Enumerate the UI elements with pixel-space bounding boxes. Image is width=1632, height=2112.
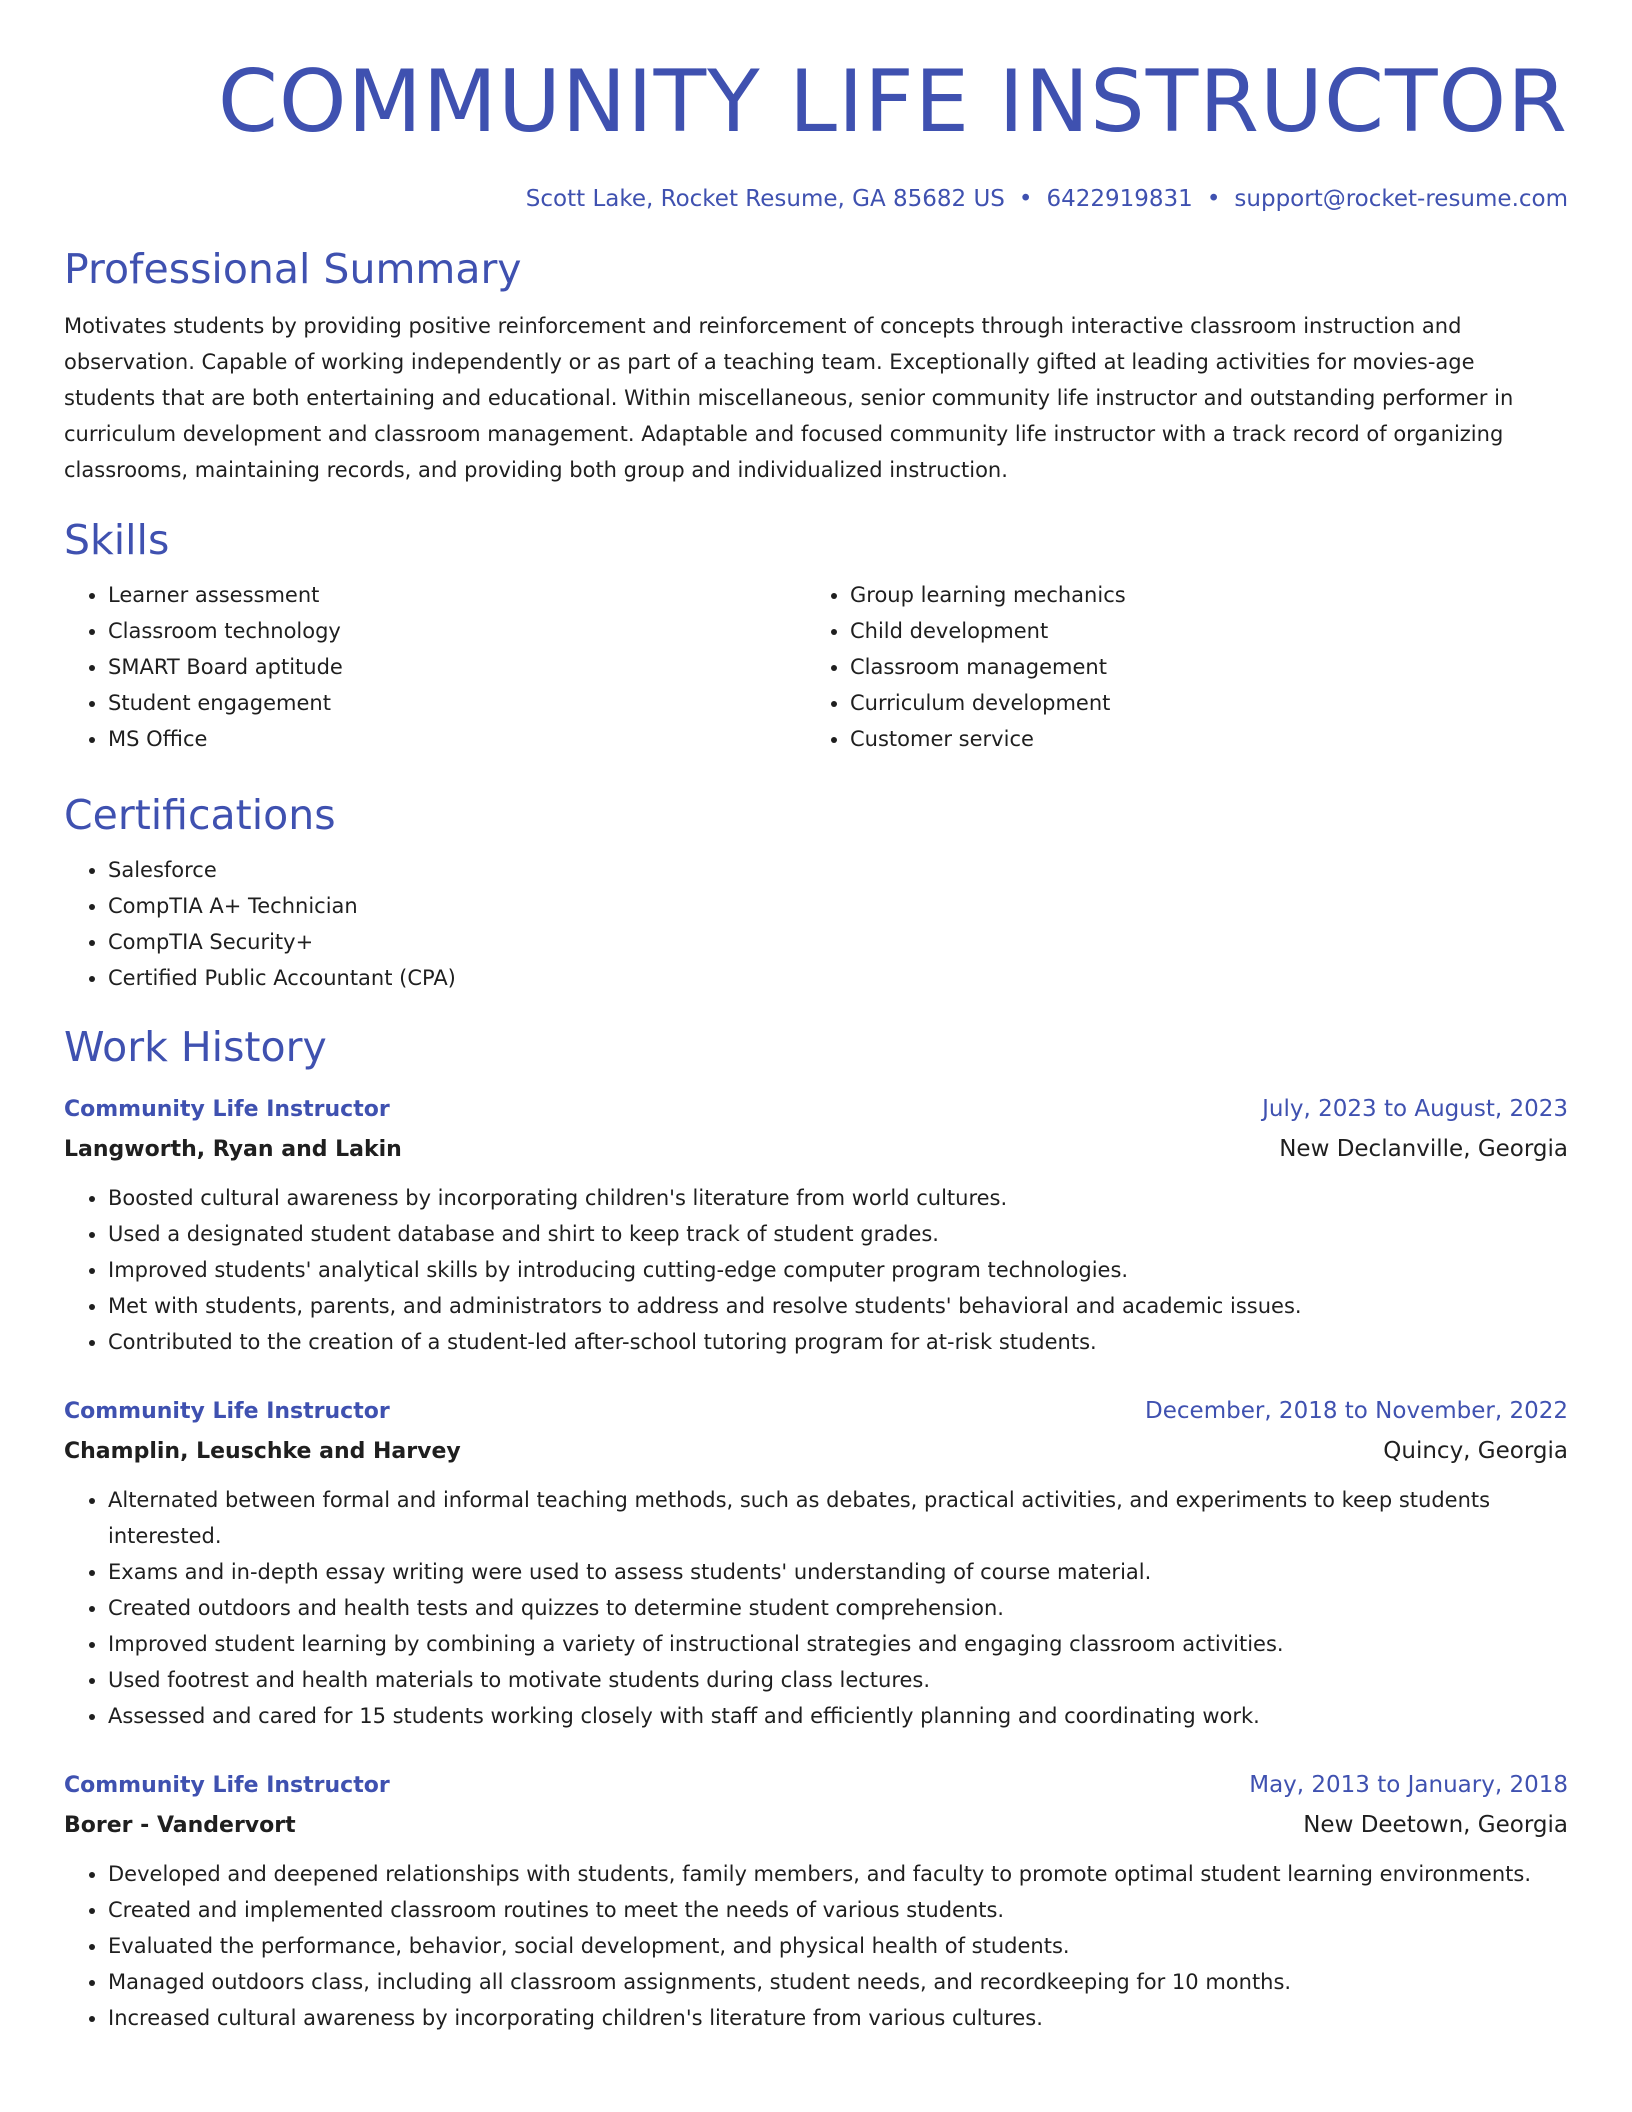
job-title: Community Life Instructor [64,1773,390,1798]
certification-item: • CompTIA A+ Technician [108,888,1568,924]
job-bullet: • Managed outdoors class, including all classroom assignments, student needs, and recordkeeping for 10 months. [108,1964,1568,2000]
job-dates: May, 2013 to January, 2018 [1249,1772,1568,1798]
job-bullet: • Used footrest and health materials to motivate students during class lectures. [108,1662,1568,1698]
skill-item: • Learner assessment [108,577,806,613]
job-title-row [64,1392,1568,1431]
skills-grid [64,565,1568,757]
skills-list-left [64,577,806,757]
job-bullet: • Increased cultural awareness by incorporating children's literature from various cultures. [108,2000,1568,2036]
job-location: New Declanville, Georgia [1279,1136,1568,1162]
skill-item: • SMART Board aptitude [108,649,806,685]
job-bullet: • Created and implemented classroom routines to meet the needs of various students. [108,1892,1568,1928]
contact-address: Scott Lake, Rocket Resume, GA 85682 US [525,186,1005,212]
summary-section [64,244,1568,488]
job-title: Community Life Instructor [64,1097,390,1122]
skill-item: • Student engagement [108,685,806,721]
skills-list-right [806,577,1548,757]
job-bullet: • Created outdoors and health tests and quizzes to determine student comprehension. [108,1590,1568,1626]
skills-section [64,515,1568,757]
job-dates: December, 2018 to November, 2022 [1145,1398,1568,1424]
job-bullet: • Developed and deepened relationships with students, family members, and faculty to promote optimal student learning environments. [108,1856,1568,1892]
job-company-row [64,1805,1568,1846]
certifications-list [64,852,1568,996]
job-entry [64,1392,1568,1734]
job-company: Champlin, Leuschke and Harvey [64,1439,461,1464]
skill-item: • Child development [850,613,1548,649]
skill-item: • Curriculum development [850,685,1548,721]
skill-item: • Customer service [850,721,1548,757]
contact-email: support@rocket-resume.com [1234,186,1568,212]
contact-line [64,184,1568,214]
job-company: Borer - Vandervort [64,1813,296,1838]
section-title-skills: Skills [64,516,170,564]
work-history-section [64,1022,1568,2036]
skill-item: • Classroom technology [108,613,806,649]
job-dates: July, 2023 to August, 2023 [1262,1096,1568,1122]
job-title-row [64,1766,1568,1805]
job-bullet: • Contributed to the creation of a student-led after-school tutoring program for at-risk students. [108,1324,1568,1360]
job-bullet: • Assessed and cared for 15 students working closely with staff and efficiently planning and coordinating work. [108,1698,1568,1734]
job-bullets [64,1180,1568,1360]
job-title-row [64,1090,1568,1129]
resume-name: COMMUNITY LIFE INSTRUCTOR [217,52,1568,152]
job-bullet: • Alternated between formal and informal teaching methods, such as debates, practical activities, and experiments to keep students interested. [108,1482,1568,1554]
job-title: Community Life Instructor [64,1399,390,1424]
contact-phone: 6422919831 [1046,186,1193,212]
job-bullet: • Exams and in-depth essay writing were used to assess students' understanding of course material. [108,1554,1568,1590]
job-bullet: • Met with students, parents, and administrators to address and resolve students' behavioral and academic issues. [108,1288,1568,1324]
job-bullet: • Boosted cultural awareness by incorporating children's literature from world cultures. [108,1180,1568,1216]
job-company: Langworth, Ryan and Lakin [64,1137,402,1162]
job-entry [64,1090,1568,1360]
section-title-work-history: Work History [64,1023,327,1071]
job-location: Quincy, Georgia [1383,1438,1568,1464]
job-bullet: • Improved student learning by combining a variety of instructional strategies and engaging classroom activities. [108,1626,1568,1662]
contact-separator: • [1206,186,1221,212]
job-bullets [64,1482,1568,1734]
job-company-row [64,1129,1568,1170]
job-company-row [64,1431,1568,1472]
job-bullet: • Used a designated student database and shirt to keep track of student grades. [108,1216,1568,1252]
skill-item: • Classroom management [850,649,1548,685]
skills-column-left [64,565,806,757]
skill-item: • MS Office [108,721,806,757]
certification-item: • Certified Public Accountant (CPA) [108,960,1568,996]
certifications-section [64,790,1568,996]
job-entry [64,1766,1568,2036]
skills-column-right [806,565,1548,757]
section-title-summary: Professional Summary [64,245,522,293]
section-title-certifications: Certifications [64,791,336,839]
summary-text: Motivates students by providing positive reinforcement and reinforcement of concepts through interactive classroom instruction and observation. Capable of working independently or as part of a teaching team. Exceptionally gifted at leading activities for movies-age students that are both entertaining and educational. Within miscellaneous, senior community life instructor and outstanding performer in curriculum development and classroom management. Adaptable and focused community life instructor with a track record of organizing classrooms, maintaining records, and providing both group and individualized instruction. [64,314,1514,482]
job-bullet: • Evaluated the performance, behavior, social development, and physical health of students. [108,1928,1568,1964]
job-bullets [64,1856,1568,2036]
skill-item: • Group learning mechanics [850,577,1548,613]
job-location: New Deetown, Georgia [1303,1812,1568,1838]
contact-separator: • [1018,186,1033,212]
certification-item: • CompTIA Security+ [108,924,1568,960]
certification-item: • Salesforce [108,852,1568,888]
job-bullet: • Improved students' analytical skills by introducing cutting-edge computer program technologies. [108,1252,1568,1288]
resume-header [64,0,1568,214]
